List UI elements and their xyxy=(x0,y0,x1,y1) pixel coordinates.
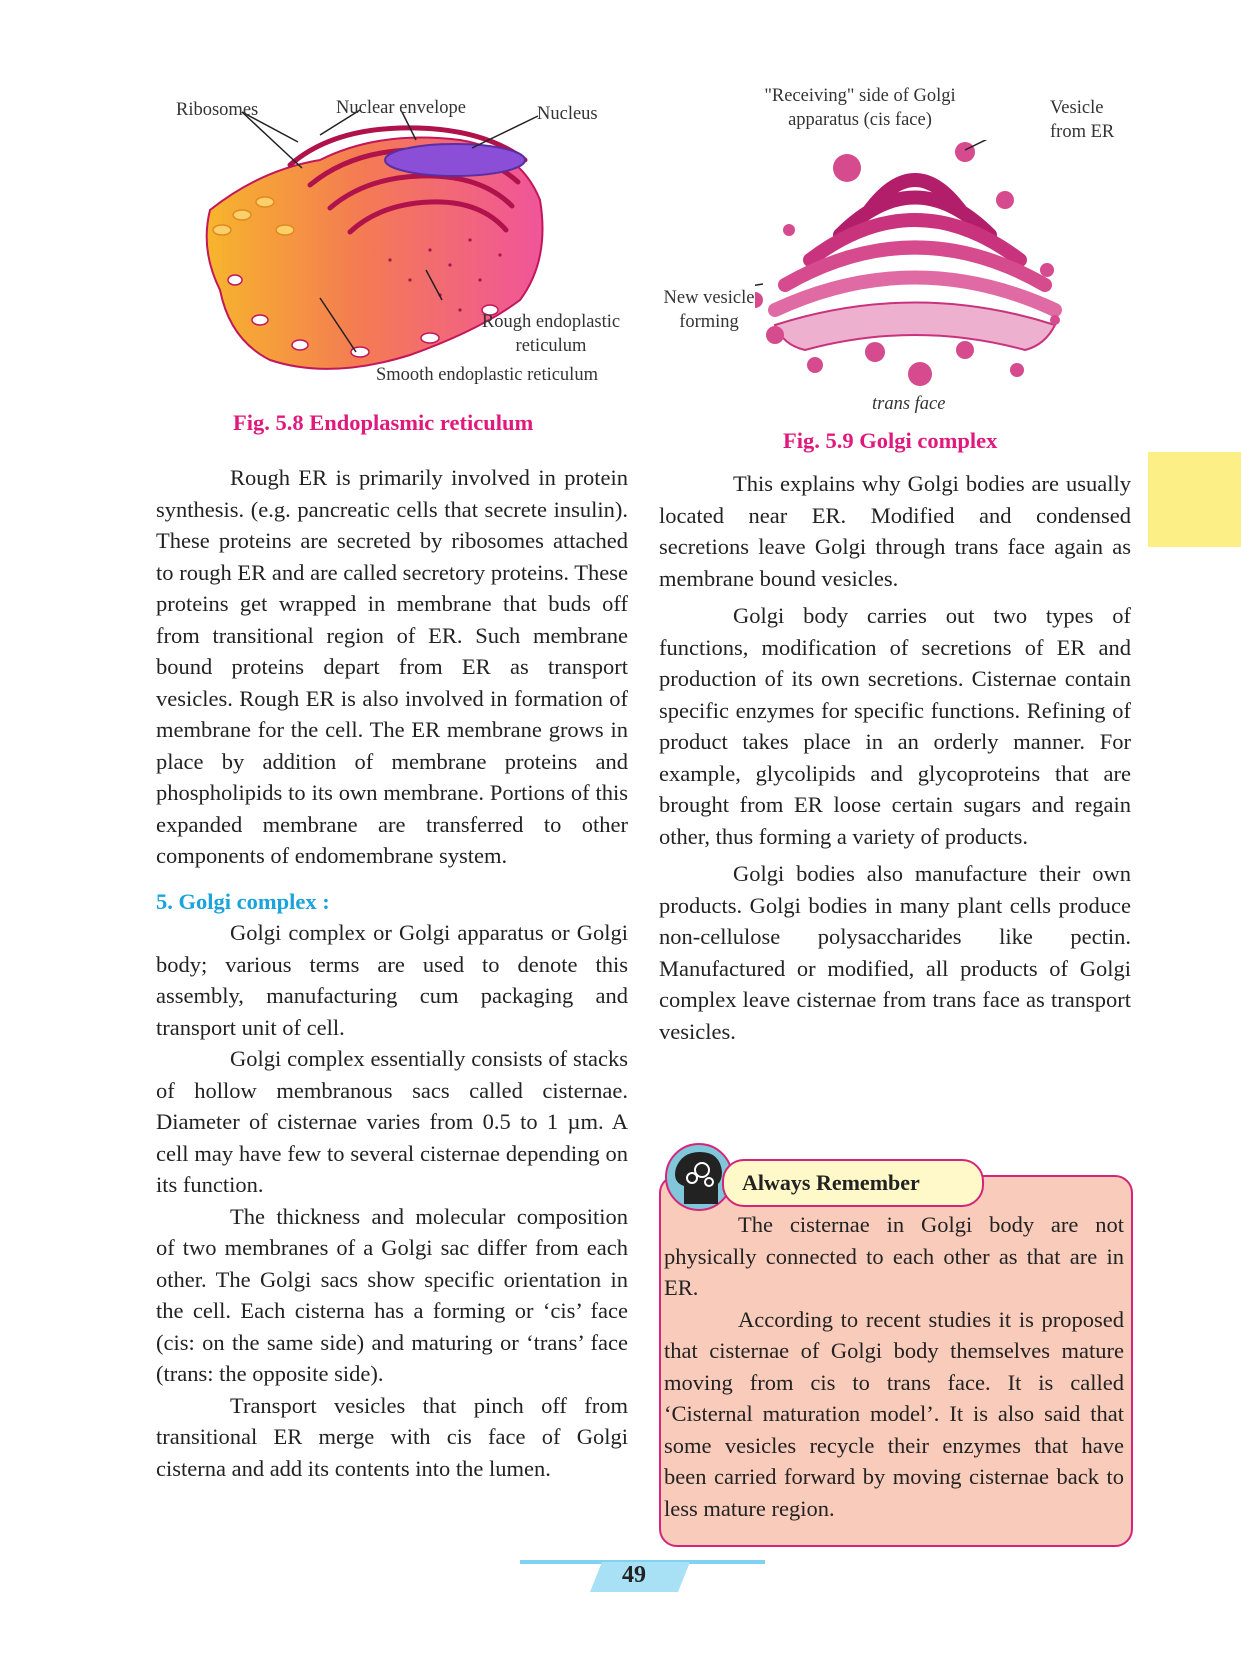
figure-5-8-caption: Fig. 5.8 Endoplasmic reticulum xyxy=(233,410,534,435)
paragraph-golgi-terms: Golgi complex or Golgi apparatus or Golgi body; various terms are used to denote this assembly, manufacturing cum packaging and transport unit of cell. xyxy=(156,920,628,1040)
label-new-vesicle: New vesicle forming xyxy=(663,288,755,332)
label-ribosomes: Ribosomes xyxy=(176,100,259,120)
label-trans-face: trans face xyxy=(872,394,946,414)
remember-paragraph-1: The cisternae in Golgi body are not physically connected to each other as that are in ER. xyxy=(664,1212,1124,1300)
paragraph-products: Golgi bodies also manufacture their own products. Golgi bodies in many plant cells produce non-cellulose polysaccharides like pectin. Manufactured or modified, all products of Golgi complex leave cisternae from trans face as transport vesicles. xyxy=(659,861,1131,1044)
paragraph-thickness: The thickness and molecular composition of two membranes of a Golgi sac differ from each other. The Golgi sacs show specific orientation in the cell. Each cisterna has a forming or ‘cis’ face (cis: on the same side) and maturing or ‘trans’ face (trans: the opposite side). xyxy=(156,1203,628,1386)
left-column xyxy=(156,462,628,1484)
always-remember-title: Always Remember xyxy=(722,1159,984,1207)
label-nucleus: Nucleus xyxy=(537,104,598,124)
paragraph-rough-er: Rough ER is primarily involved in protein synthesis. (e.g. pancreatic cells that secrete insulin). These proteins are secreted by ribosomes attached to rough ER and are called secretory proteins. These proteins get wrapped in membrane that buds off from transitional region of ER. Such membrane bound proteins depart from ER as transport vesicles. Rough ER is also involved in formation of membrane for the cell. The ER membrane grows in place by addition of membrane proteins and phospholipids to its own membrane. Portions of this expanded membrane are transferred to other components of endomembrane system. xyxy=(156,465,628,868)
right-column xyxy=(659,468,1131,1047)
paragraph-explains: This explains why Golgi bodies are usually located near ER. Modified and condensed secretions leave Golgi through trans face again as membrane bound vesicles. xyxy=(659,471,1131,591)
label-vesicle-from-er: Vesicle from ER xyxy=(1050,98,1115,142)
label-rough-er: Rough endoplastic reticulum xyxy=(481,312,621,356)
label-receiving-side: "Receiving" side of Golgi apparatus (cis face) xyxy=(764,86,956,130)
label-nuclear-envelope: Nuclear envelope xyxy=(336,98,466,118)
paragraph-transport: Transport vesicles that pinch off from transitional ER merge with cis face of Golgi cisterna and add its contents into the lumen. xyxy=(156,1392,628,1481)
section-heading-golgi: 5. Golgi complex : xyxy=(156,888,330,914)
paragraph-functions: Golgi body carries out two types of functions, modification of secretions of ER and production of its own secretions. Cisternae contain specific enzymes for specific functions. Refining of product takes place in an orderly manner. For example, glycolipids and glycoproteins that are brought from ER loose certain sugars and regain other, thus forming a variety of products. xyxy=(659,603,1131,849)
chapter-tab xyxy=(1148,452,1241,547)
figure-5-9-caption: Fig. 5.9 Golgi complex xyxy=(783,428,998,453)
label-smooth-er: Smooth endoplastic reticulum xyxy=(376,365,598,385)
remember-paragraph-2: According to recent studies it is proposed that cisternae of Golgi body themselves mature moving from cis to trans face. It is called ‘Cisternal maturation model’. It is also said that some vesicles recycle their enzymes that have been carried forward by moving cisternae back to less mature region. xyxy=(664,1306,1124,1521)
golgi-figure xyxy=(755,140,1075,390)
golgi-illustration xyxy=(755,140,1075,390)
always-remember-text xyxy=(664,1209,1124,1524)
page-number: 49 xyxy=(622,1562,646,1588)
paragraph-cisternae: Golgi complex essentially consists of stacks of hollow membranous sacs called cisternae. Diameter of cisternae varies from 0.5 to 1 µm. A cell may have few to several cisternae depending on its function. xyxy=(156,1046,628,1197)
